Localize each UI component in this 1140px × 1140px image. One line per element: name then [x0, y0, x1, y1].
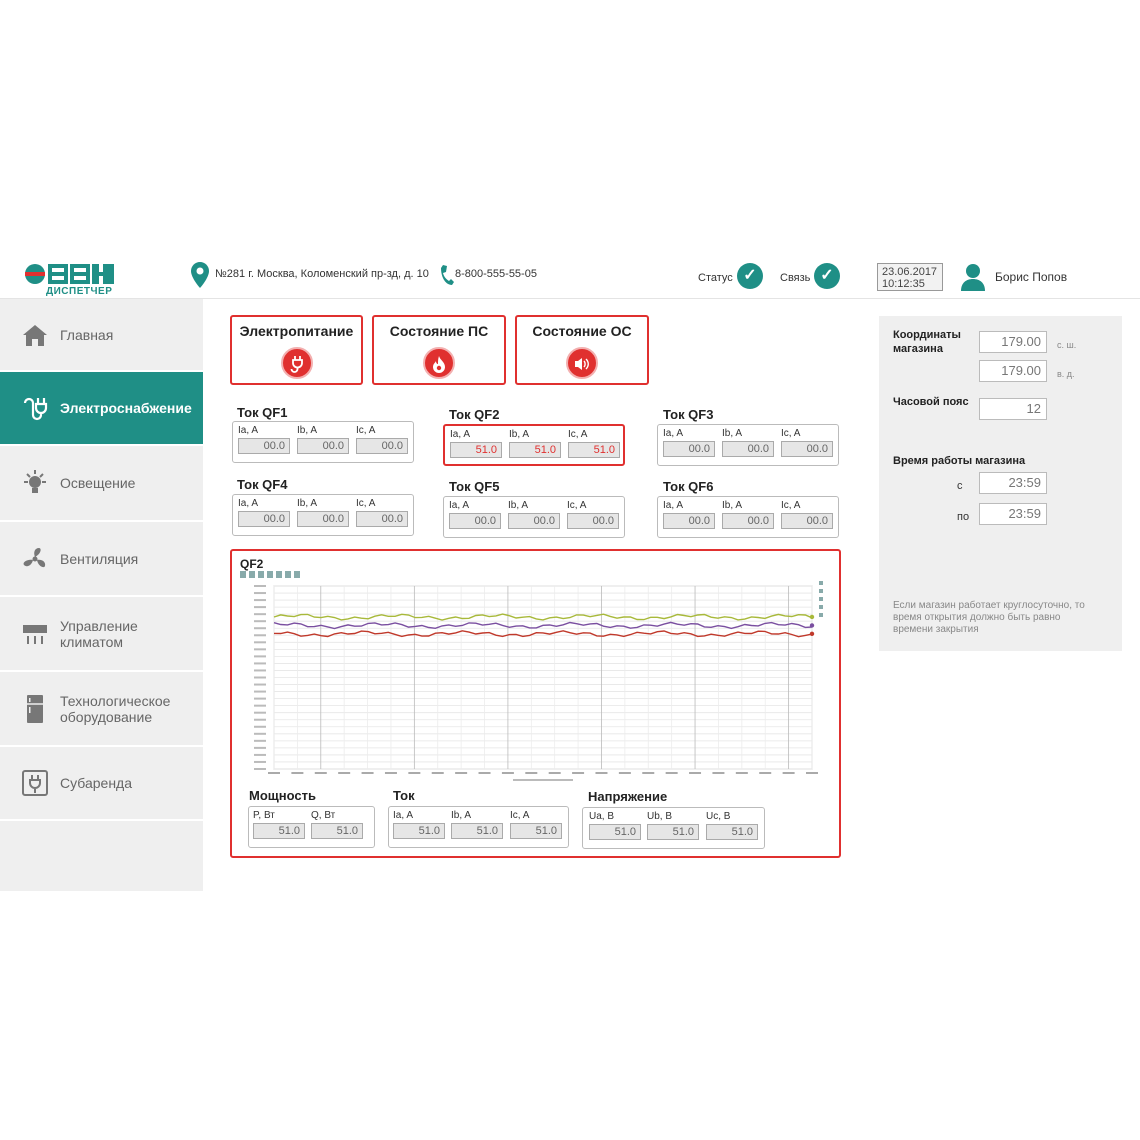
current-field — [567, 499, 619, 529]
refresh-icon[interactable] — [294, 571, 300, 578]
current-title: Ток — [393, 788, 415, 803]
socket-plug-icon — [20, 768, 50, 798]
current-label: Ib, A — [722, 428, 743, 439]
current-label: Ib, A — [509, 429, 530, 440]
current-label: Ia, A — [238, 425, 259, 436]
qf3-title: Ток QF3 — [663, 407, 714, 422]
x-tick-label — [736, 772, 748, 774]
current-field — [297, 497, 349, 527]
fan-icon — [20, 544, 50, 574]
fridge-icon — [20, 694, 50, 724]
to-label: по — [957, 511, 970, 523]
x-tick-label — [362, 772, 374, 774]
settings-icon[interactable] — [276, 571, 282, 578]
status-check-icon: ✓ — [737, 263, 763, 289]
sidebar-item-label: Электроснабжение — [60, 400, 192, 416]
longitude-input[interactable]: 179.00 — [979, 360, 1047, 382]
print-icon[interactable] — [258, 571, 264, 578]
y-tick-label — [254, 754, 266, 756]
qf5-title: Ток QF5 — [449, 479, 500, 494]
current-field — [450, 428, 502, 458]
ua-label: Ua, B — [589, 811, 615, 822]
y-tick-label — [254, 677, 266, 679]
x-tick-label — [806, 772, 818, 774]
phone-icon — [440, 264, 454, 291]
current-value: 00.0 — [781, 513, 833, 529]
current-field — [508, 499, 560, 529]
qf4-title: Ток QF4 — [237, 477, 288, 492]
timezone-label: Часовой пояс — [893, 396, 969, 408]
sidebar-item-equipment[interactable] — [0, 672, 203, 747]
current-value: 51.0 — [568, 442, 620, 458]
zoom-icon[interactable] — [240, 571, 246, 578]
y-tick-label — [254, 669, 266, 671]
p-value: 51.0 — [253, 823, 305, 839]
status-fire-label: Состояние ПС — [389, 323, 489, 339]
y-tick-label — [254, 585, 266, 587]
home-icon — [20, 320, 50, 350]
x-tick-label — [666, 772, 678, 774]
power-panel — [248, 806, 375, 848]
ua-value: 51.0 — [589, 824, 641, 840]
user-icon[interactable] — [960, 263, 986, 296]
current-field — [781, 427, 833, 457]
status-alarm-label: Состояние ОС — [532, 323, 632, 339]
sidebar-item-label: Главная — [60, 326, 114, 343]
current-label: Ib, A — [722, 500, 743, 511]
y-tick-label — [254, 655, 266, 657]
y-tick-label — [254, 662, 266, 664]
x-tick-label — [525, 772, 537, 774]
current-label: Ic, A — [356, 425, 376, 436]
sidebar-item-label: Технологическое оборудование — [60, 692, 171, 725]
x-tick-label — [783, 772, 795, 774]
current-value: 00.0 — [356, 438, 408, 454]
current-field — [568, 428, 620, 458]
ib-label: Ib, A — [451, 810, 472, 821]
current-field — [356, 497, 408, 527]
hours-note: Если магазин работает круглосуточно, то время открытия должно быть равно времени закрытия — [893, 600, 1085, 635]
current-field — [297, 424, 349, 454]
y-tick-label — [254, 761, 266, 763]
sidebar — [0, 299, 203, 891]
current-field — [449, 499, 501, 529]
ub-label: Ub, B — [647, 811, 673, 822]
voltage-panel — [582, 807, 765, 849]
x-tick-label — [291, 772, 303, 774]
current-label: Ia, A — [238, 498, 259, 509]
legend-marker — [819, 605, 823, 609]
y-tick-label — [254, 726, 266, 728]
store-address: №281 г. Москва, Коломенский пр-зд, д. 10 — [215, 268, 429, 280]
y-tick-label — [254, 712, 266, 714]
status-fire-button[interactable] — [372, 315, 506, 385]
legend-icon[interactable] — [285, 571, 291, 578]
from-label: с — [957, 480, 963, 492]
y-tick-label — [254, 634, 266, 636]
y-tick-label — [254, 740, 266, 742]
current-value: 51.0 — [509, 442, 561, 458]
hours-label: Время работы магазина — [893, 455, 1026, 467]
current-label: Ia, A — [449, 500, 470, 511]
x-tick-label — [712, 772, 724, 774]
current-value: 00.0 — [238, 438, 290, 454]
x-tick-label — [642, 772, 654, 774]
y-tick-label — [254, 747, 266, 749]
sidebar-item-label: Вентиляция — [60, 550, 139, 567]
export-icon[interactable] — [267, 571, 273, 578]
status-alarm-button[interactable] — [515, 315, 649, 385]
current-value: 00.0 — [297, 438, 349, 454]
current-value: 00.0 — [297, 511, 349, 527]
current-value: 00.0 — [663, 441, 715, 457]
ia-label: Ia, A — [393, 810, 414, 821]
ic-label: Ic, A — [510, 810, 530, 821]
sidebar-item-label: Управление климатом — [60, 617, 138, 650]
sidebar-item-lighting[interactable] — [0, 446, 203, 522]
y-tick-label — [254, 606, 266, 608]
legend-marker — [819, 597, 823, 601]
date-value: 23.06.2017 — [882, 266, 938, 278]
close-time-input[interactable]: 23:59 — [979, 503, 1047, 525]
current-value: 00.0 — [356, 511, 408, 527]
timezone-input[interactable]: 12 — [979, 398, 1047, 420]
current-value: 00.0 — [508, 513, 560, 529]
store-settings-panel — [879, 316, 1122, 651]
y-tick-label — [254, 620, 266, 622]
y-tick-label — [254, 684, 266, 686]
qf4-panel — [232, 494, 414, 536]
y-tick-label — [254, 648, 266, 650]
qf6-title: Ток QF6 — [663, 479, 714, 494]
current-field — [781, 499, 833, 529]
current-value: 00.0 — [722, 513, 774, 529]
phone-number: 8-800-555-55-05 — [455, 268, 537, 280]
x-tick-label — [338, 772, 350, 774]
current-value: 51.0 — [450, 442, 502, 458]
current-label: Ia, A — [450, 429, 471, 440]
status-power-button[interactable] — [230, 315, 363, 385]
current-field — [509, 428, 561, 458]
latitude-unit: с. ш. — [1057, 340, 1077, 350]
legend-marker — [819, 613, 823, 617]
current-panel — [388, 806, 569, 848]
y-tick-label — [254, 627, 266, 629]
legend-marker — [819, 581, 823, 585]
sidebar-item-power[interactable] — [0, 372, 203, 446]
time-value: 10:12:35 — [882, 278, 925, 290]
q-value: 51.0 — [311, 823, 363, 839]
qf6-panel — [657, 496, 839, 538]
current-value: 00.0 — [722, 441, 774, 457]
y-tick-label — [254, 705, 266, 707]
current-value: 00.0 — [449, 513, 501, 529]
chart-toolbar[interactable] — [240, 571, 300, 581]
x-tick-label — [315, 772, 327, 774]
current-field — [663, 427, 715, 457]
pan-icon[interactable] — [249, 571, 255, 578]
current-field — [238, 497, 290, 527]
current-field — [722, 427, 774, 457]
chart-title: QF2 — [240, 557, 264, 571]
status-power-label: Электропитание — [239, 323, 354, 339]
x-tick-label — [689, 772, 701, 774]
x-tick-label — [385, 772, 397, 774]
sidebar-item-climate[interactable] — [0, 597, 203, 672]
ib-value: 51.0 — [451, 823, 503, 839]
current-field — [356, 424, 408, 454]
y-tick-label — [254, 599, 266, 601]
x-tick-label — [479, 772, 491, 774]
x-tick-label — [759, 772, 771, 774]
sidebar-item-sublease[interactable] — [0, 747, 203, 821]
current-label: Ic, A — [356, 498, 376, 509]
legend-marker — [819, 589, 823, 593]
uc-value: 51.0 — [706, 824, 758, 840]
datetime-display — [877, 263, 943, 291]
x-tick-label — [619, 772, 631, 774]
qf2-title: Ток QF2 — [449, 407, 500, 422]
sidebar-item-home[interactable] — [0, 299, 203, 372]
current-label: Ib, A — [297, 425, 318, 436]
q-label: Q, Вт — [311, 810, 336, 821]
qf1-title: Ток QF1 — [237, 405, 288, 420]
y-tick-label — [254, 698, 266, 700]
current-value: 00.0 — [663, 513, 715, 529]
fire-icon — [423, 347, 455, 379]
x-tick-label — [268, 772, 280, 774]
current-label: Ic, A — [567, 500, 587, 511]
current-value: 00.0 — [238, 511, 290, 527]
air-conditioner-icon — [20, 619, 50, 649]
sidebar-item-label: Субаренда — [60, 775, 133, 791]
speaker-icon — [566, 347, 598, 379]
current-label: Ia, A — [663, 500, 684, 511]
p-label: P, Вт — [253, 810, 275, 821]
y-tick-label — [254, 768, 266, 770]
status-label: Статус — [698, 272, 733, 284]
uc-label: Uc, B — [706, 811, 731, 822]
series-end-marker — [810, 632, 814, 636]
ic-value: 51.0 — [510, 823, 562, 839]
qf3-panel — [657, 424, 839, 466]
link-check-icon: ✓ — [814, 263, 840, 289]
user-name[interactable]: Борис Попов — [995, 270, 1068, 284]
link-label: Связь — [780, 272, 811, 284]
y-tick-label — [254, 592, 266, 594]
qf2-panel[interactable] — [443, 424, 625, 466]
owen-logo — [24, 263, 120, 295]
power-title: Мощность — [249, 788, 316, 803]
current-field — [663, 499, 715, 529]
open-time-input[interactable]: 23:59 — [979, 472, 1047, 494]
y-tick-label — [254, 691, 266, 693]
qf5-panel — [443, 496, 625, 538]
lightbulb-icon — [20, 468, 50, 498]
qf1-panel — [232, 421, 414, 463]
plug-icon — [20, 393, 50, 423]
x-axis-label — [513, 779, 573, 781]
y-tick-label — [254, 719, 266, 721]
current-label: Ic, A — [781, 500, 801, 511]
voltage-title: Напряжение — [588, 789, 668, 804]
series-end-marker — [810, 615, 814, 619]
qf2-chart-panel — [230, 549, 841, 858]
ia-value: 51.0 — [393, 823, 445, 839]
current-field — [238, 424, 290, 454]
series-end-marker — [810, 623, 814, 627]
y-tick-label — [254, 733, 266, 735]
sidebar-item-ventilation[interactable] — [0, 522, 203, 597]
coords-label: Координаты магазина — [893, 329, 961, 355]
current-field — [722, 499, 774, 529]
x-tick-label — [455, 772, 467, 774]
top-bar — [0, 255, 1140, 299]
x-tick-label — [432, 772, 444, 774]
logo-subtitle: ДИСПЕТЧЕР — [46, 286, 113, 297]
ub-value: 51.0 — [647, 824, 699, 840]
x-tick-label — [549, 772, 561, 774]
current-label: Ib, A — [297, 498, 318, 509]
current-label: Ic, A — [568, 429, 588, 440]
current-label: Ic, A — [781, 428, 801, 439]
current-value: 00.0 — [567, 513, 619, 529]
location-pin-icon — [190, 261, 210, 294]
current-label: Ib, A — [508, 500, 529, 511]
plug-icon — [281, 347, 313, 379]
x-tick-label — [408, 772, 420, 774]
x-tick-label — [502, 772, 514, 774]
latitude-input[interactable]: 179.00 — [979, 331, 1047, 353]
x-tick-label — [572, 772, 584, 774]
y-tick-label — [254, 613, 266, 615]
sidebar-item-label: Освещение — [60, 475, 136, 491]
current-label: Ia, A — [663, 428, 684, 439]
y-tick-label — [254, 641, 266, 643]
current-value: 00.0 — [781, 441, 833, 457]
longitude-unit: в. д. — [1057, 369, 1075, 379]
x-tick-label — [595, 772, 607, 774]
